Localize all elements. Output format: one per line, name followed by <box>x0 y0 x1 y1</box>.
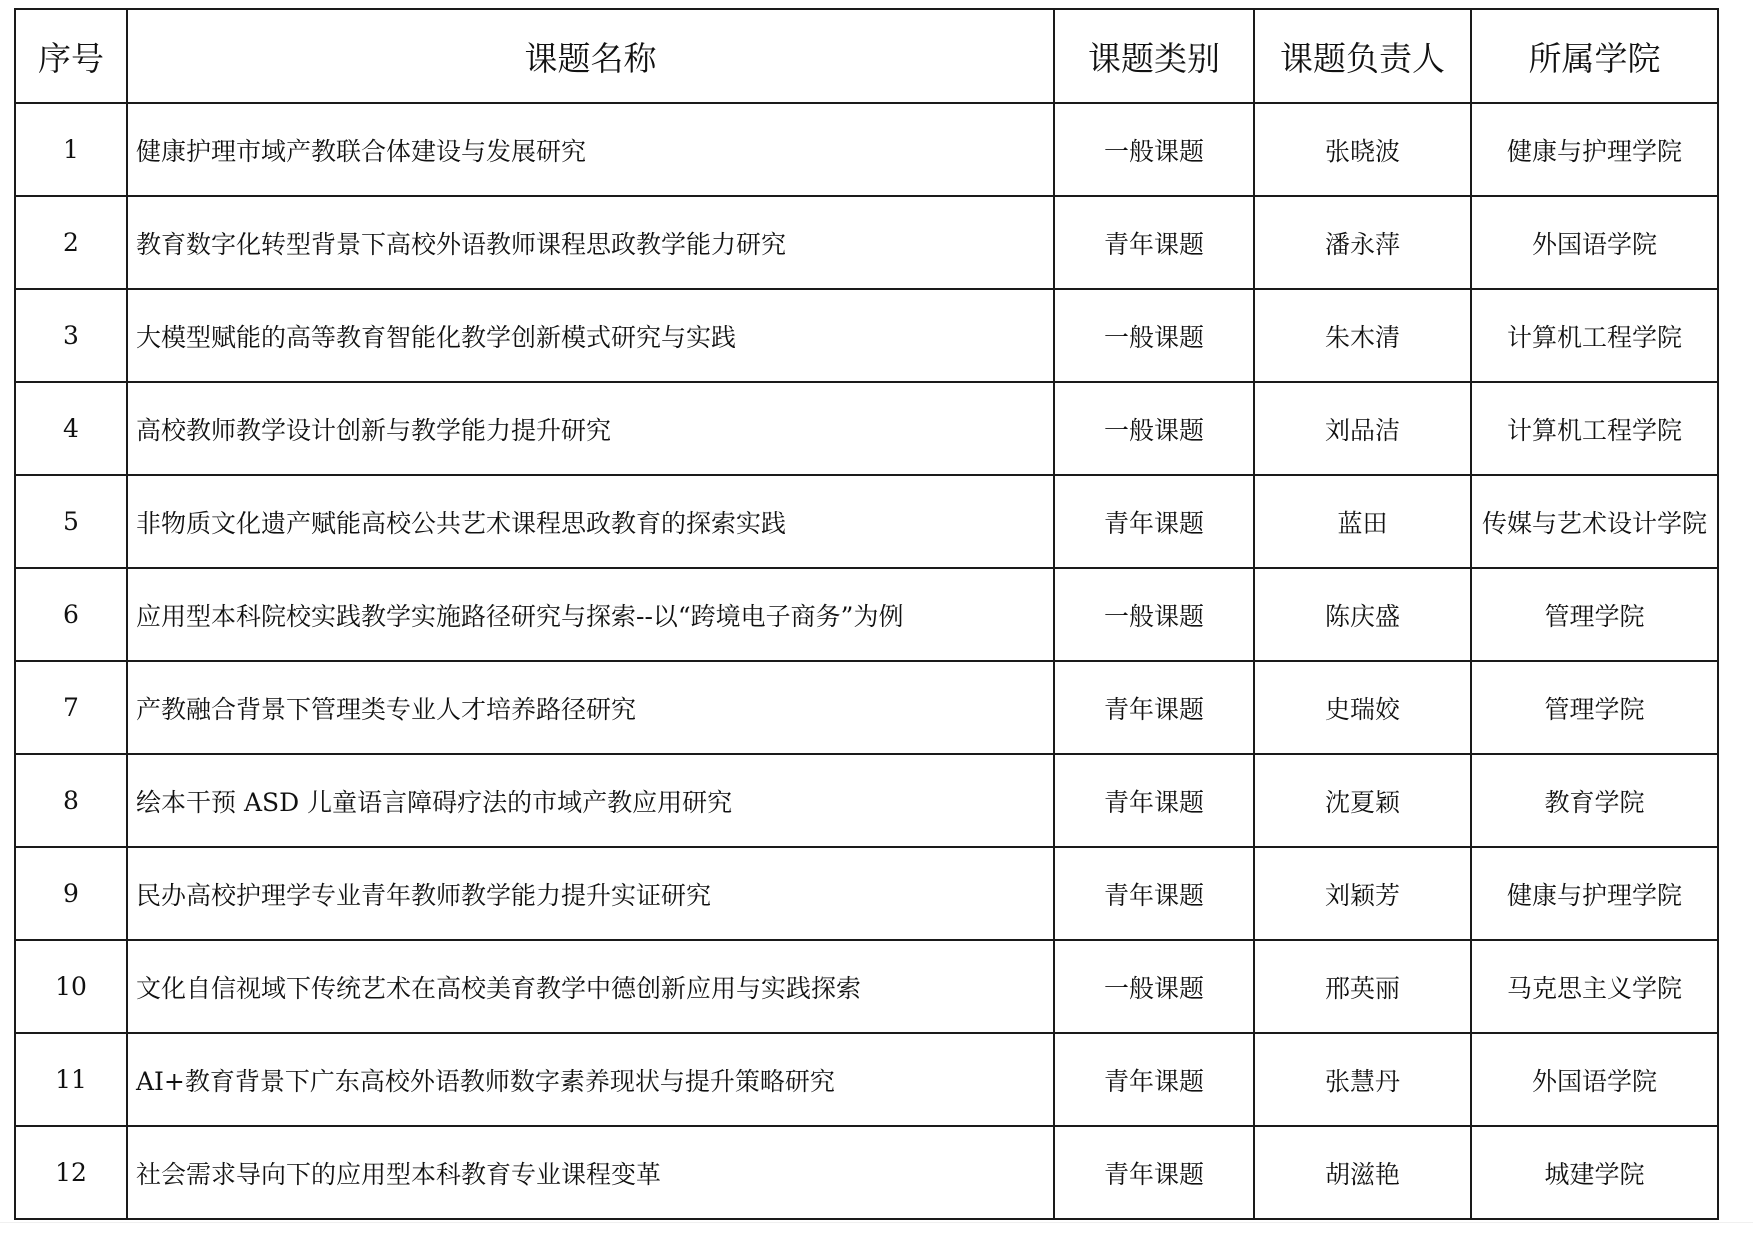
cell-name-text: 教育数字化转型背景下高校外语教师课程思政教学能力研究 <box>136 229 787 259</box>
cell-no-text: 6 <box>63 600 79 629</box>
table-row <box>15 568 1718 661</box>
cell-no <box>15 568 127 661</box>
cell-no <box>15 847 127 940</box>
cell-type-text: 青年课题 <box>1103 787 1204 817</box>
cell-type <box>1054 289 1254 382</box>
cell-school <box>1471 289 1718 382</box>
cell-name <box>127 940 1054 1033</box>
cell-type-text: 青年课题 <box>1103 1066 1204 1096</box>
cell-name <box>127 475 1054 568</box>
header-school: 所属学院 <box>1471 9 1718 103</box>
cell-name-text: 非物质文化遗产赋能高校公共艺术课程思政教育的探索实践 <box>136 508 787 538</box>
cell-no-text: 8 <box>63 786 79 815</box>
cell-school <box>1471 661 1718 754</box>
cell-lead-text: 张晓波 <box>1324 136 1400 166</box>
cell-no <box>15 382 127 475</box>
cell-no-text: 5 <box>63 507 79 536</box>
table-row <box>15 196 1718 289</box>
cell-type-text: 一般课题 <box>1103 415 1204 445</box>
cell-school <box>1471 754 1718 847</box>
cell-no-text: 10 <box>55 972 87 1001</box>
cell-lead <box>1254 382 1471 475</box>
cell-lead-text: 邢英丽 <box>1324 973 1400 1003</box>
cell-type <box>1054 1126 1254 1219</box>
cell-school <box>1471 1126 1718 1219</box>
cell-no <box>15 754 127 847</box>
cell-name <box>127 1126 1054 1219</box>
cell-name <box>127 847 1054 940</box>
cell-type-text: 青年课题 <box>1103 1159 1204 1189</box>
table-row <box>15 475 1718 568</box>
cell-school-text: 管理学院 <box>1544 694 1645 724</box>
cell-no <box>15 289 127 382</box>
table-row <box>15 940 1718 1033</box>
cell-no <box>15 196 127 289</box>
cell-name-text: 绘本干预 ASD 儿童语言障碍疗法的市域产教应用研究 <box>136 787 733 817</box>
cell-name <box>127 1033 1054 1126</box>
table-row <box>15 1033 1718 1126</box>
cell-lead-text: 潘永萍 <box>1324 229 1400 259</box>
cell-type <box>1054 196 1254 289</box>
cell-name <box>127 661 1054 754</box>
cell-name-text: 文化自信视域下传统艺术在高校美育教学中德创新应用与实践探索 <box>136 973 862 1003</box>
cell-type-text: 一般课题 <box>1103 973 1204 1003</box>
cell-name <box>127 103 1054 196</box>
cell-school-text: 教育学院 <box>1544 787 1645 817</box>
cell-name-text: 大模型赋能的高等教育智能化教学创新模式研究与实践 <box>136 322 737 352</box>
cell-lead <box>1254 568 1471 661</box>
cell-type-text: 青年课题 <box>1103 508 1204 538</box>
cell-lead <box>1254 289 1471 382</box>
cell-lead-text: 刘颖芳 <box>1324 880 1400 910</box>
cell-school <box>1471 475 1718 568</box>
cell-lead <box>1254 661 1471 754</box>
cell-no-text: 2 <box>63 228 79 257</box>
cell-name-text: 产教融合背景下管理类专业人才培养路径研究 <box>136 694 637 724</box>
table-row <box>15 1126 1718 1219</box>
cell-no-text: 12 <box>55 1158 87 1187</box>
header-name: 课题名称 <box>127 9 1054 103</box>
cell-no-text: 9 <box>63 879 79 908</box>
cell-no-text: 3 <box>63 321 79 350</box>
cell-no-text: 1 <box>63 135 79 164</box>
cell-lead <box>1254 196 1471 289</box>
table-row <box>15 103 1718 196</box>
cell-no <box>15 661 127 754</box>
table-row <box>15 754 1718 847</box>
cell-name-text: 高校教师教学设计创新与教学能力提升研究 <box>136 415 612 445</box>
project-table <box>14 8 1719 1220</box>
cell-lead <box>1254 1033 1471 1126</box>
cell-name <box>127 754 1054 847</box>
cell-name <box>127 568 1054 661</box>
cell-no-text: 4 <box>63 414 79 443</box>
cell-lead-text: 沈夏颖 <box>1324 787 1400 817</box>
cell-lead-text: 刘品洁 <box>1324 415 1400 445</box>
cell-lead <box>1254 940 1471 1033</box>
cell-type <box>1054 382 1254 475</box>
cell-school-text: 外国语学院 <box>1531 229 1657 259</box>
cell-type <box>1054 103 1254 196</box>
cell-type <box>1054 754 1254 847</box>
cell-school-text: 管理学院 <box>1544 601 1645 631</box>
table-row <box>15 289 1718 382</box>
header-type: 课题类别 <box>1054 9 1254 103</box>
cell-type <box>1054 568 1254 661</box>
cell-lead-text: 张慧丹 <box>1324 1066 1400 1096</box>
cell-lead <box>1254 754 1471 847</box>
header-no: 序号 <box>15 9 127 103</box>
cell-name-text: 社会需求导向下的应用型本科教育专业课程变革 <box>136 1159 662 1189</box>
cell-name-text: 健康护理市域产教联合体建设与发展研究 <box>136 136 587 166</box>
cell-school <box>1471 1033 1718 1126</box>
cell-no <box>15 1126 127 1219</box>
cell-lead-text: 朱木清 <box>1324 322 1400 352</box>
cell-lead-text: 史瑞姣 <box>1324 694 1400 724</box>
cell-school-text: 健康与护理学院 <box>1506 136 1682 166</box>
cell-lead <box>1254 103 1471 196</box>
cell-no <box>15 940 127 1033</box>
header-lead: 课题负责人 <box>1254 9 1471 103</box>
cell-name <box>127 289 1054 382</box>
cell-type <box>1054 940 1254 1033</box>
table-row <box>15 847 1718 940</box>
cell-type-text: 一般课题 <box>1103 322 1204 352</box>
cell-type-text: 青年课题 <box>1103 229 1204 259</box>
cell-type-text: 青年课题 <box>1103 880 1204 910</box>
cell-lead-text: 胡滋艳 <box>1324 1159 1400 1189</box>
cell-lead-text: 陈庆盛 <box>1324 601 1400 631</box>
cell-name <box>127 196 1054 289</box>
cell-type-text: 一般课题 <box>1103 136 1204 166</box>
cell-name-text: 应用型本科院校实践教学实施路径研究与探索--以“跨境电子商务”为例 <box>136 601 904 631</box>
cell-name-text: 民办高校护理学专业青年教师教学能力提升实证研究 <box>136 880 712 910</box>
cell-school <box>1471 103 1718 196</box>
cell-type-text: 一般课题 <box>1103 601 1204 631</box>
cell-type-text: 青年课题 <box>1103 694 1204 724</box>
cell-no-text: 7 <box>63 693 79 722</box>
table-body <box>15 103 1718 1219</box>
cell-school-text: 外国语学院 <box>1531 1066 1657 1096</box>
cell-school-text: 城建学院 <box>1544 1159 1645 1189</box>
cell-school-text: 传媒与艺术设计学院 <box>1481 508 1707 538</box>
cell-school-text: 马克思主义学院 <box>1506 973 1682 1003</box>
cell-school <box>1471 940 1718 1033</box>
sheet-gridline <box>0 1222 1753 1233</box>
cell-no <box>15 1033 127 1126</box>
cell-name-text: AI+教育背景下广东高校外语教师数字素养现状与提升策略研究 <box>136 1066 835 1096</box>
cell-school <box>1471 847 1718 940</box>
table-row <box>15 382 1718 475</box>
cell-lead <box>1254 847 1471 940</box>
cell-school <box>1471 382 1718 475</box>
cell-school-text: 计算机工程学院 <box>1506 415 1682 445</box>
cell-school-text: 健康与护理学院 <box>1506 880 1682 910</box>
header-row <box>15 9 1718 103</box>
cell-lead-text: 蓝田 <box>1337 508 1388 538</box>
cell-name <box>127 382 1054 475</box>
cell-type <box>1054 661 1254 754</box>
cell-type <box>1054 1033 1254 1126</box>
cell-no <box>15 475 127 568</box>
cell-no-text: 11 <box>55 1065 87 1094</box>
cell-lead <box>1254 475 1471 568</box>
cell-lead <box>1254 1126 1471 1219</box>
table-row <box>15 661 1718 754</box>
cell-no <box>15 103 127 196</box>
cell-school <box>1471 196 1718 289</box>
cell-school-text: 计算机工程学院 <box>1506 322 1682 352</box>
cell-school <box>1471 568 1718 661</box>
cell-type <box>1054 847 1254 940</box>
cell-type <box>1054 475 1254 568</box>
